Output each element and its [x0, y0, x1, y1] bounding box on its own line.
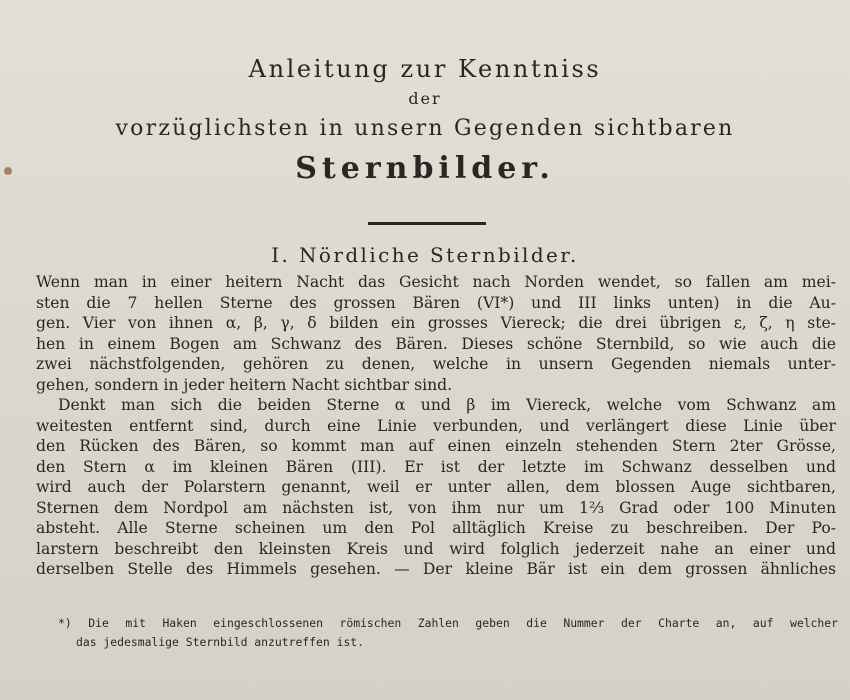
body-text [36, 272, 836, 580]
text-line: den Rücken des Bären, so kommt man auf einen einzeln stehenden Stern 2ter Grösse, [36, 437, 836, 455]
footnote-line: das jedesmalige Sternbild anzutreffen ist. [76, 635, 365, 649]
text-line: wird auch der Polarstern genannt, weil er unter allen, dem blossen Auge sichtbaren, [36, 478, 836, 496]
text-line: absteht. Alle Sterne scheinen um den Pol alltäglich Kreise zu beschreiben. Der Po- [36, 519, 836, 537]
text-line: zwei nächstfolgenden, gehören zu denen, welche in unsern Gegenden niemals unter- [36, 355, 836, 373]
text-line: sten die 7 hellen Sterne des grossen Bären (VI*) und III links unten) in die Au- [36, 293, 836, 312]
title-line-1: Anleitung zur Kenntniss [248, 55, 602, 83]
title-line-3: vorzüglichsten in unsern Gegenden sichtbaren [115, 116, 735, 141]
title-divider [368, 222, 486, 225]
section-heading: I. Nördliche Sternbilder. [271, 243, 579, 267]
text-line: gen. Vier von ihnen α, β, γ, δ bilden ein grosses Viereck; die drei übrigen ε, ζ, η ste- [36, 314, 836, 332]
footnote [58, 614, 838, 652]
text-line: hen in einem Bogen am Schwanz des Bären. Dieses schöne Sternbild, so wie auch die [36, 334, 836, 353]
text-line: Denkt man sich die beiden Sterne α und β im Viereck, welche vom Schwanz am [58, 396, 836, 414]
title-line-4: Sternbilder. [295, 151, 555, 186]
text-line: Sternen dem Nordpol am nächsten ist, von ihm nur um 1⅔ Grad oder 100 Minuten [36, 498, 836, 517]
text-line: den Stern α im kleinen Bären (III). Er ist der letzte im Schwanz desselben und [36, 457, 836, 476]
title-line-2: der [408, 89, 442, 108]
title-block [0, 52, 850, 192]
text-line: weitesten entfernt sind, durch eine Linie verbunden, und verlängert diese Linie über [36, 416, 836, 435]
text-line: larstern beschreibt den kleinsten Kreis und wird folglich jederzeit nahe an einer und [36, 539, 836, 558]
text-line: Wenn man in einer heitern Nacht das Gesicht nach Norden wendet, so fallen am mei- [36, 273, 836, 291]
footnote-line: *) Die mit Haken eingeschlossenen römischen Zahlen geben die Nummer der Charte an, auf welcher [58, 616, 838, 630]
text-line: gehen, sondern in jeder heitern Nacht sichtbar sind. [36, 375, 453, 394]
text-line: derselben Stelle des Himmels gesehen. — Der kleine Bär ist ein dem grossen ähnliches [36, 560, 836, 578]
